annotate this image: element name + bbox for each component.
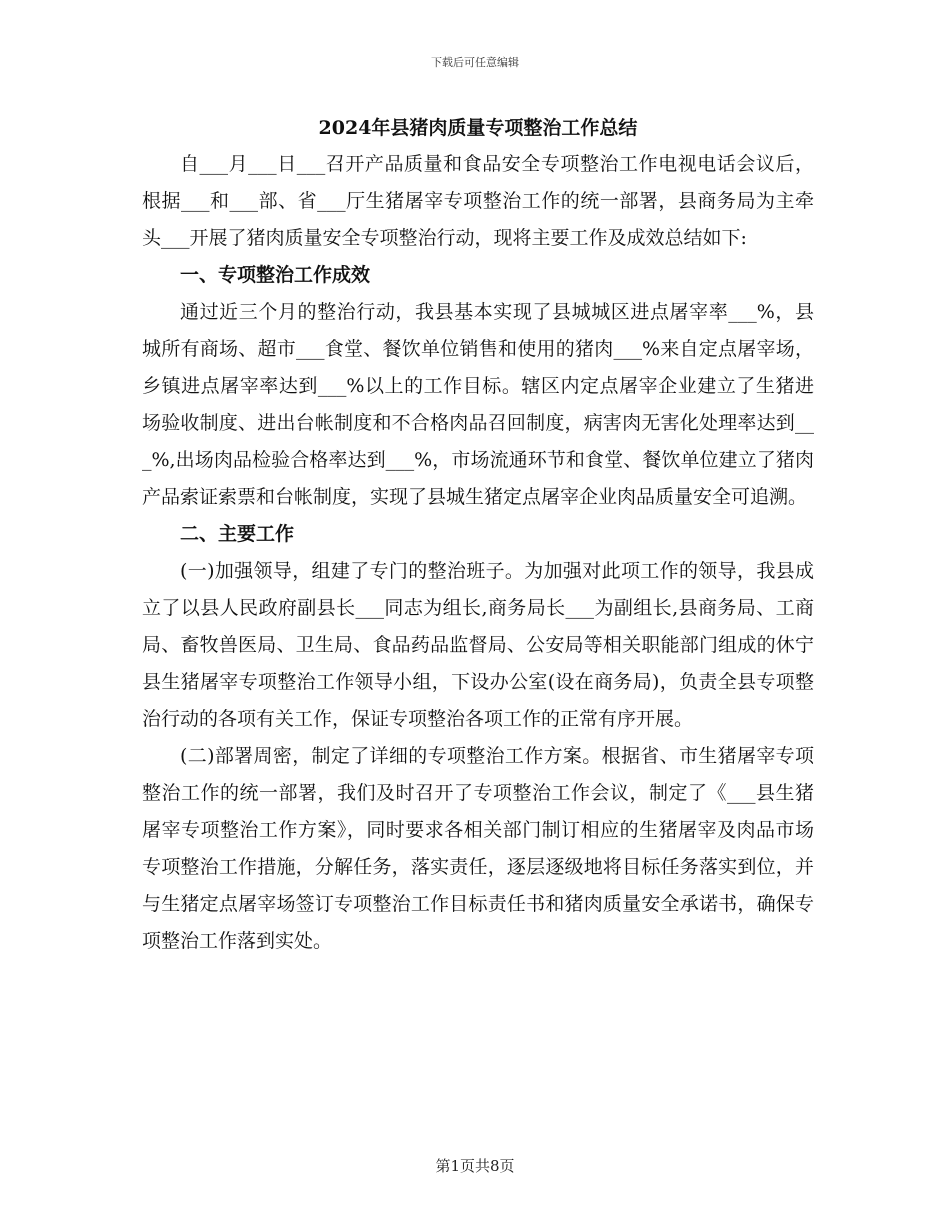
edit-note-header: 下载后可任意编辑: [431, 56, 519, 69]
intro-paragraph: 自___月___日___召开产品质量和食品安全专项整治工作电视电话会议后，根据___和___部、省___厅生猪屠宰专项整治工作的统一部署，县商务局为主牵头___开展了猪肉质量安全专项整治行动，现将主要工作及成效总结如下:: [142, 153, 814, 249]
document-title: 2024年县猪肉质量专项整治工作总结: [318, 117, 638, 139]
section-heading-main-work: 二、主要工作: [180, 523, 295, 545]
section-heading-results: 一、专项整治工作成效: [180, 264, 371, 286]
document-body: [142, 112, 814, 960]
work-item-leadership: (一)加强领导，组建了专门的整治班子。为加强对此项工作的领导，我县成立了以县人民政府副县长___同志为组长,商务局长___为副组长,县商务局、工商局、畜牧兽医局、卫生局、食品药品监督局、公安局等相关职能部门组成的休宁县生猪屠宰专项整治工作领导小组，下设办公室(设在商务局)，负责全县专项整治行动的各项有关工作，保证专项整治各项工作的正常有序开展。: [142, 560, 814, 730]
page-number-footer: 第1页共8页: [435, 1157, 515, 1175]
work-item-planning: (二)部署周密，制定了详细的专项整治工作方案。根据省、市生猪屠宰专项整治工作的统一部署，我们及时召开了专项整治工作会议，制定了《___县生猪屠宰专项整治工作方案》，同时要求各相关部门制订相应的生猪屠宰及肉品市场专项整治工作措施，分解任务，落实责任，逐层逐级地将目标任务落实到位，并与生猪定点屠宰场签订专项整治工作目标责任书和猪肉质量安全承诺书，确保专项整治工作落到实处。: [142, 745, 814, 952]
results-paragraph: 通过近三个月的整治行动，我县基本实现了县城城区进点屠宰率___%，县城所有商场、超市___食堂、餐饮单位销售和使用的猪肉___%来自定点屠宰场，乡镇进点屠宰率达到___%以上的工作目标。辖区内定点屠宰企业建立了生猪进场验收制度、进出台帐制度和不合格肉品召回制度，病害肉无害化处理率达到___%,出场肉品检验合格率达到___%，市场流通环节和食堂、餐饮单位建立了猪肉产品索证索票和台帐制度，实现了县城生猪定点屠宰企业肉品质量安全可追溯。: [142, 301, 814, 508]
